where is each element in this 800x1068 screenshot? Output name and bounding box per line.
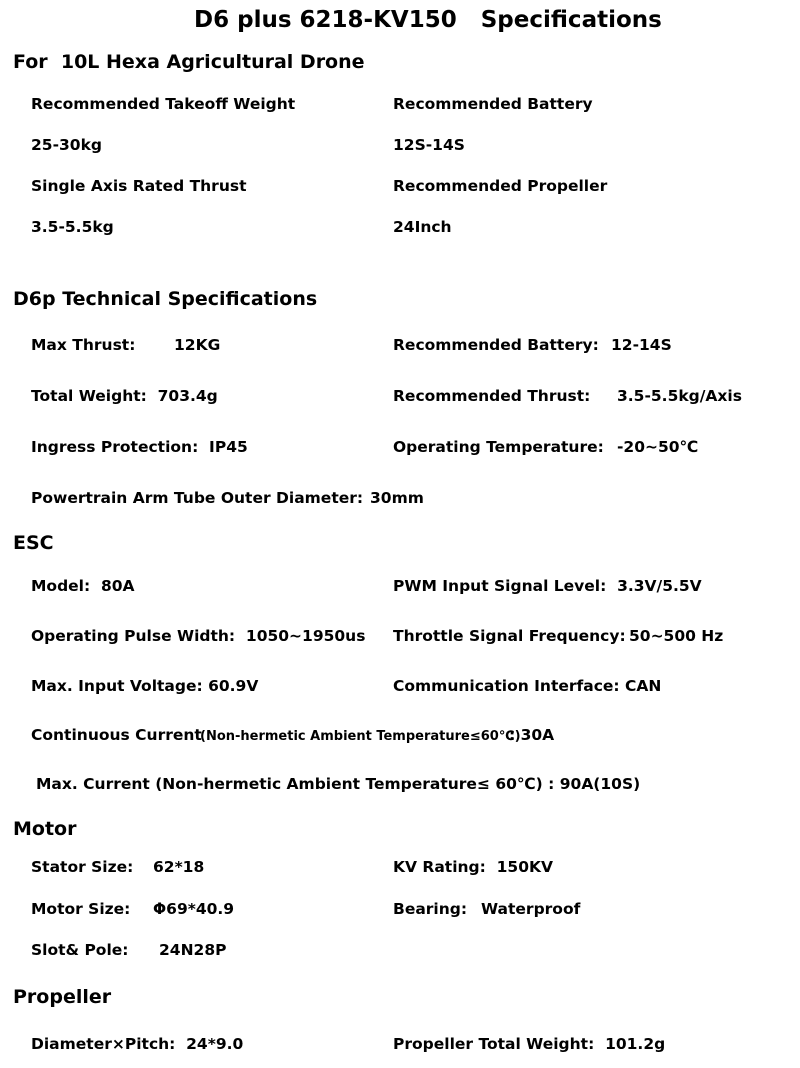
max-current: Max. Current (Non-hermetic Ambient Temperature≤ 60℃) : 90A(10S): [36, 775, 641, 793]
continuous-current-value: : 30A: [509, 726, 555, 744]
slot-pole-value: 24N28P: [159, 941, 227, 959]
battery-value: 12S-14S: [393, 136, 465, 154]
total-weight: Total Weight: 703.4g: [31, 387, 218, 405]
takeoff-weight-label: Recommended Takeoff Weight: [31, 95, 296, 113]
rated-thrust-label: Single Axis Rated Thrust: [31, 177, 247, 195]
arm-tube-value: 30mm: [370, 489, 424, 507]
slot-pole-label: Slot& Pole:: [31, 941, 129, 959]
continuous-current-label: Continuous Current: [31, 726, 202, 744]
max-input-voltage: Max. Input Voltage: 60.9V: [31, 677, 259, 695]
bearing-value: Waterproof: [481, 900, 581, 918]
propeller-total-weight: Propeller Total Weight: 101.2g: [393, 1035, 666, 1053]
comm-value: CAN: [625, 677, 662, 695]
ingress-protection: Ingress Protection: IP45: [31, 438, 248, 456]
throttle-value: 50~500 Hz: [629, 627, 724, 645]
stator-size-label: Stator Size:: [31, 858, 134, 876]
propeller-value: 24Inch: [393, 218, 452, 236]
propeller-label: Recommended Propeller: [393, 177, 608, 195]
battery-label: Recommended Battery: [393, 95, 593, 113]
takeoff-weight-value: 25-30kg: [31, 136, 102, 154]
rec-thrust-label: Recommended Thrust:: [393, 387, 591, 405]
arm-tube-label: Powertrain Arm Tube Outer Diameter:: [31, 489, 364, 507]
rated-thrust-value: 3.5-5.5kg: [31, 218, 114, 236]
rec-battery-label: Recommended Battery:: [393, 336, 599, 354]
diameter-pitch: Diameter×Pitch: 24*9.0: [31, 1035, 244, 1053]
continuous-current-note: (Non-hermetic Ambient Temperature≤60℃): [200, 729, 521, 744]
bearing-label: Bearing:: [393, 900, 468, 918]
section-heading-esc: ESC: [13, 532, 54, 554]
stator-size-value: 62*18: [153, 858, 205, 876]
max-thrust-value: 12KG: [174, 336, 221, 354]
rec-battery-value: 12-14S: [611, 336, 672, 354]
section-heading-motor: Motor: [13, 818, 77, 840]
section-heading-technical: D6p Technical Specifications: [13, 288, 318, 310]
op-temp-label: Operating Temperature:: [393, 438, 604, 456]
section-heading-propeller: Propeller: [13, 986, 112, 1008]
pwm-level: PWM Input Signal Level: 3.3V/5.5V: [393, 577, 702, 595]
motor-size-value: Φ69*40.9: [153, 900, 235, 918]
esc-model: Model: 80A: [31, 577, 135, 595]
max-thrust-label: Max Thrust:: [31, 336, 136, 354]
pulse-width: Operating Pulse Width: 1050~1950us: [31, 627, 366, 645]
throttle-label: Throttle Signal Frequency:: [393, 627, 626, 645]
page-title: D6 plus 6218-KV150 Specifications: [194, 7, 662, 33]
section-heading-recommended: For 10L Hexa Agricultural Drone: [13, 51, 365, 73]
kv-rating: KV Rating: 150KV: [393, 858, 554, 876]
rec-thrust-value: 3.5-5.5kg/Axis: [617, 387, 742, 405]
op-temp-value: -20~50℃: [617, 438, 699, 456]
comm-label: Communication Interface:: [393, 677, 620, 695]
motor-size-label: Motor Size:: [31, 900, 131, 918]
